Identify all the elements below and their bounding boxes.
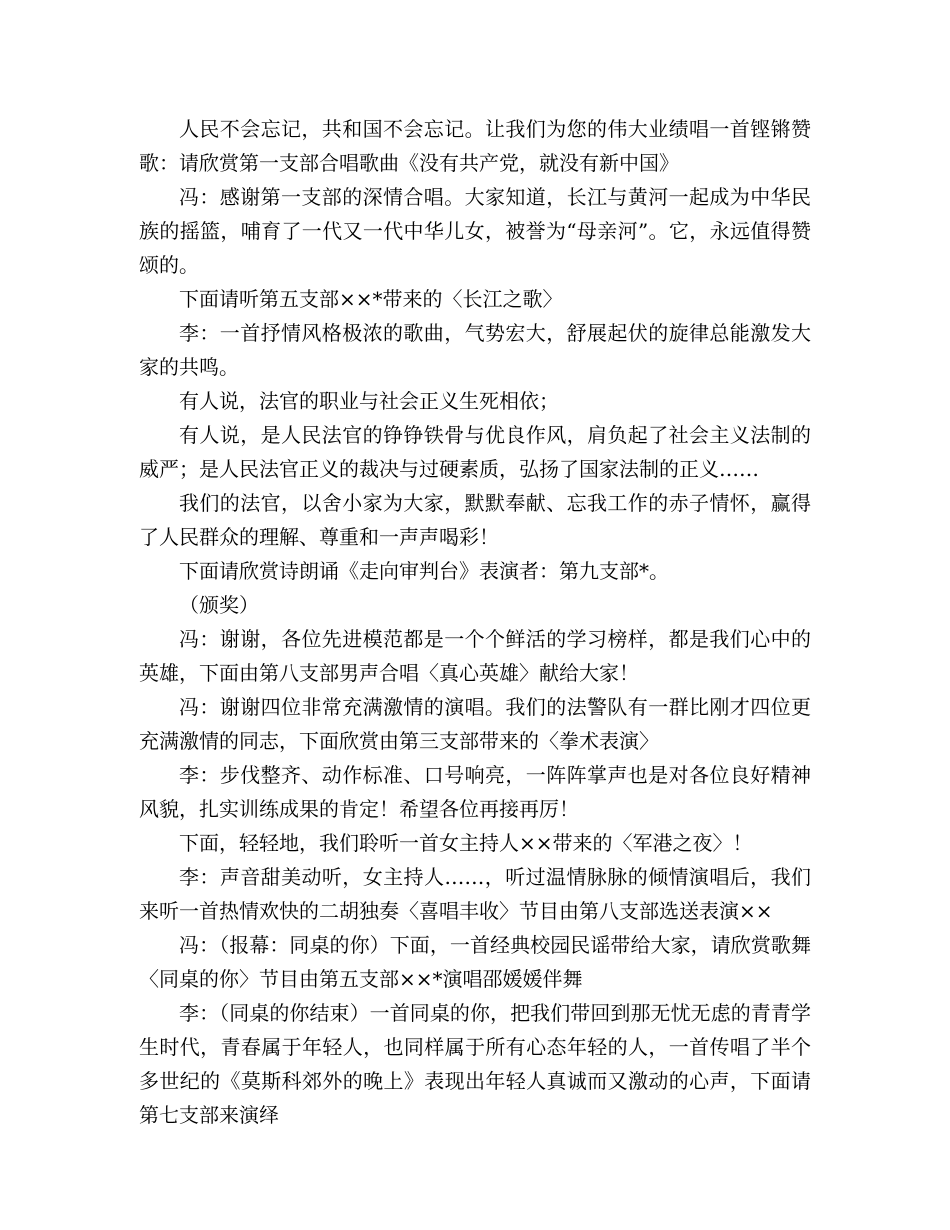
paragraph: 下面，轻轻地，我们聆听一首女主持人××带来的〈军港之夜〉！ — [179, 831, 753, 855]
paragraph: 下面请听第五支部××*带来的〈长江之歌〉 — [179, 287, 563, 311]
paragraph: 我们的法官，以舍小家为大家，默默奉献、忘我工作的赤子情怀，赢得了人民群众的理解、尊重和一声声喝彩！ — [139, 491, 811, 549]
paragraph: 冯：（报幕：同桌的你）下面，一首经典校园民谣带给大家，请欣赏歌舞〈同桌的你〉节目由第五支部××*演唱邵媛媛伴舞 — [139, 933, 811, 991]
paragraph: 有人说，法官的职业与社会正义生死相依； — [179, 389, 559, 413]
document-page — [139, 112, 811, 1132]
paragraph: 李：一首抒情风格极浓的歌曲，气势宏大，舒展起伏的旋律总能激发大家的共鸣。 — [139, 321, 811, 379]
paragraph: 李：（同桌的你结束）一首同桌的你，把我们带回到那无忧无虑的青青学生时代，青春属于年轻人，也同样属于所有心态年轻的人，一首传唱了半个多世纪的《莫斯科郊外的晚上》表现出年轻人真诚而又激动的心声，下面请第七支部来演绎 — [139, 1001, 811, 1127]
paragraph: 人民不会忘记，共和国不会忘记。让我们为您的伟大业绩唱一首铿锵赞歌：请欣赏第一支部合唱歌曲《没有共产党，就没有新中国》 — [139, 117, 811, 175]
paragraph: 冯：谢谢四位非常充满激情的演唱。我们的法警队有一群比刚才四位更充满激情的同志，下面欣赏由第三支部带来的〈拳术表演〉 — [139, 695, 811, 753]
paragraph: 有人说，是人民法官的铮铮铁骨与优良作风，肩负起了社会主义法制的威严；是人民法官正义的裁决与过硬素质，弘扬了国家法制的正义…… — [139, 423, 811, 481]
paragraph: 冯：谢谢，各位先进模范都是一个个鲜活的学习榜样，都是我们心中的英雄，下面由第八支部男声合唱〈真心英雄〉献给大家！ — [139, 627, 811, 685]
paragraph: 李：步伐整齐、动作标准、口号响亮，一阵阵掌声也是对各位良好精神风貌，扎实训练成果的肯定！希望各位再接再厉！ — [139, 763, 811, 821]
paragraph: （颁奖） — [179, 593, 259, 617]
paragraph: 冯：感谢第一支部的深情合唱。大家知道，长江与黄河一起成为中华民族的摇篮，哺育了一代又一代中华儿女，被誉为“母亲河”。它，永远值得赞颂的。 — [139, 185, 811, 277]
paragraph: 李：声音甜美动听，女主持人……，听过温情脉脉的倾情演唱后，我们来听一首热情欢快的二胡独奏〈喜唱丰收〉节目由第八支部选送表演×× — [139, 865, 811, 923]
paragraph: 下面请欣赏诗朗诵《走向审判台》表演者：第九支部*。 — [179, 559, 669, 583]
